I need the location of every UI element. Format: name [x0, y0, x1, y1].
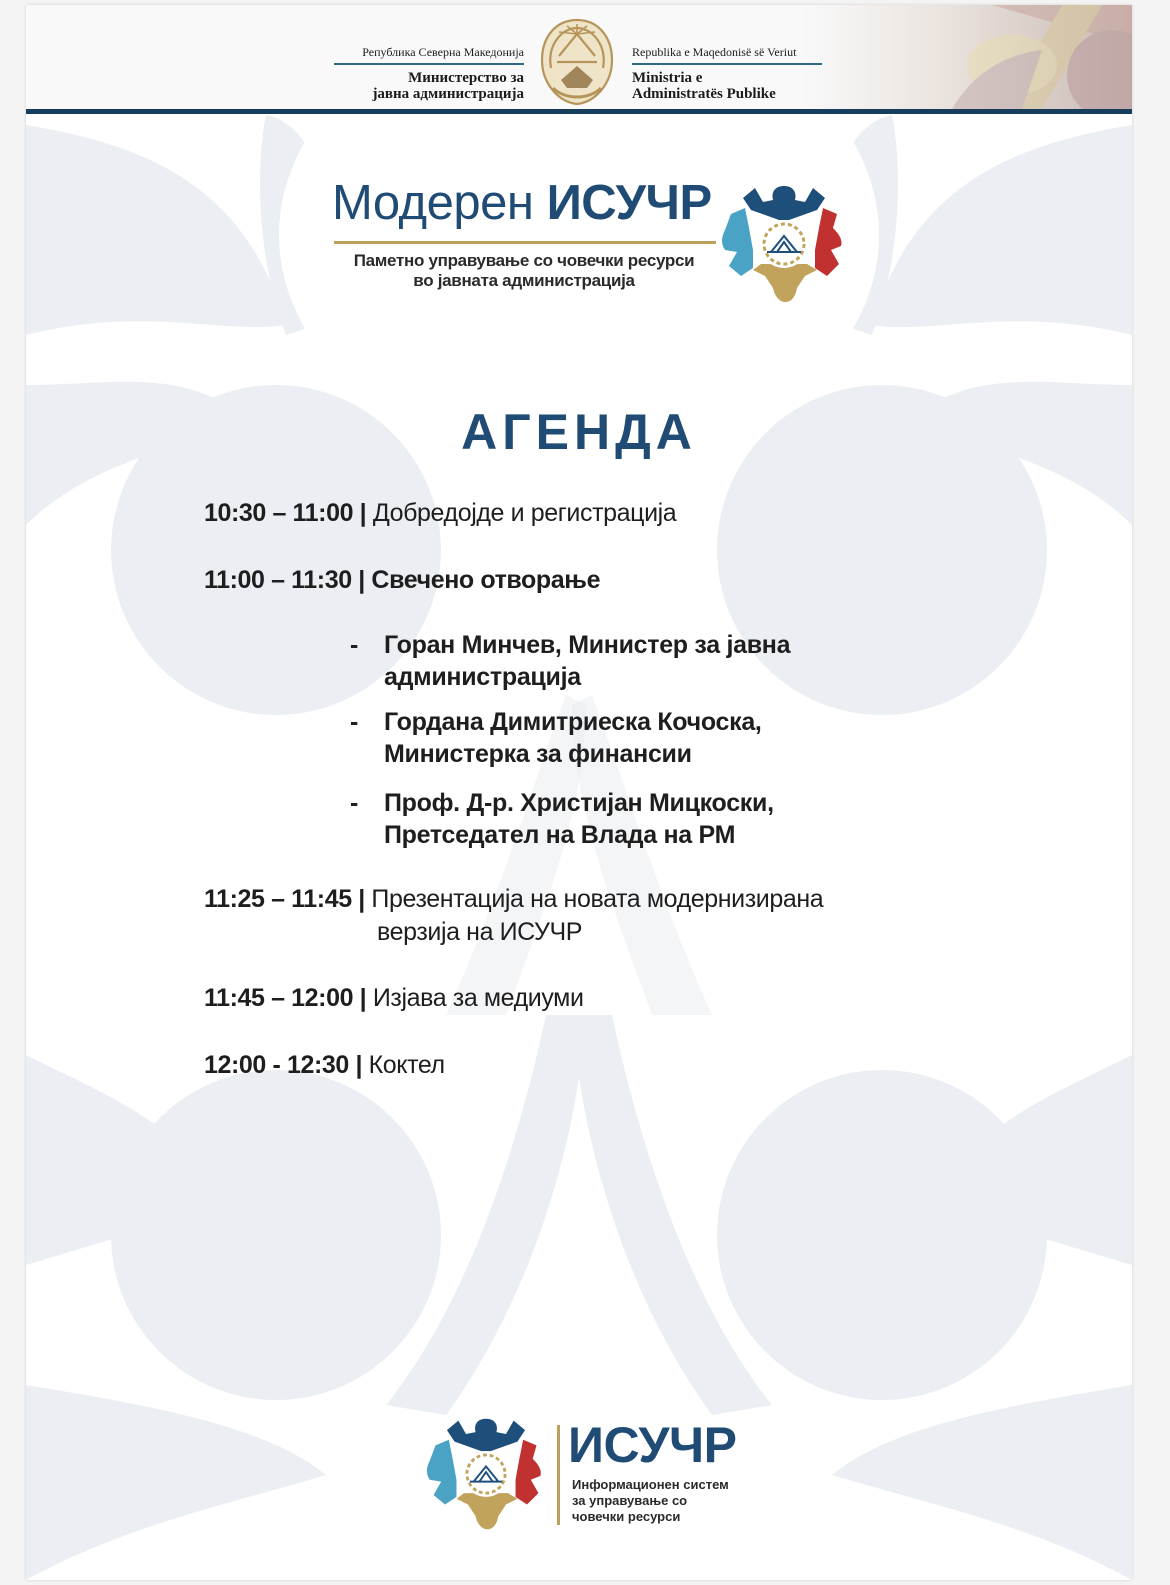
brand-title-regular: Модерен	[332, 176, 534, 230]
agenda-description: Коктел	[368, 1051, 445, 1079]
footer-divider	[557, 1425, 560, 1525]
speaker-bullet: -	[350, 708, 359, 736]
agenda-time: 12:00 - 12:30	[204, 1051, 349, 1079]
agenda-title: АГЕНДА	[461, 404, 697, 460]
speaker-line2: администрација	[384, 663, 581, 691]
footer-subtitle	[572, 1477, 762, 1525]
agenda-description: Изјава за медиуми	[372, 984, 584, 1012]
agenda-description: Добредојде и регистрација	[372, 499, 677, 527]
speaker-bullet: -	[350, 631, 359, 659]
speaker-text	[384, 706, 864, 770]
brand-title	[332, 175, 712, 231]
agenda-time: 10:30 – 11:00	[204, 499, 354, 527]
footer-subtitle-line3: човечки ресурси	[572, 1509, 681, 1524]
ministry-name-mk	[334, 70, 524, 102]
agenda-description: Презентација на новата модернизирана	[371, 885, 824, 913]
footer-title: ИСУЧР	[568, 1417, 737, 1473]
agenda-time: 11:25 – 11:45	[204, 885, 352, 913]
speaker-line1: Гордана Димитриеска Кочоска,	[384, 708, 762, 736]
coat-of-arms-icon	[537, 16, 617, 108]
speaker-line1: Горан Минчев, Министер за јавна	[384, 631, 791, 659]
speaker-line2: Министерка за финансии	[384, 740, 692, 768]
speaker-bullet: -	[350, 789, 359, 817]
agenda-item-3-continued	[377, 916, 582, 949]
ministry-mk-line1: Министерство за	[408, 70, 524, 86]
country-name-sq: Republika e Maqedonisë së Veriut	[632, 45, 822, 65]
ministry-header	[26, 5, 1132, 114]
agenda-separator: |	[358, 566, 365, 594]
speaker-text	[384, 787, 864, 851]
agenda-item-2	[204, 564, 600, 597]
footer-subtitle-line2: за управување со	[572, 1493, 688, 1508]
agenda-separator: |	[359, 984, 367, 1012]
brand-divider	[334, 241, 716, 244]
agenda-item-5	[204, 1049, 445, 1082]
agenda-separator: |	[359, 499, 367, 527]
header-left-mk	[334, 45, 524, 102]
agenda-description-line2: верзија на ИСУЧР	[377, 918, 583, 946]
brand-subtitle-line2: во јавната администрација	[413, 271, 635, 290]
agenda-time: 11:00 – 11:30	[204, 566, 352, 594]
agenda-description: Свечено отворање	[371, 566, 601, 594]
speaker-line2: Претседател на Влада на РМ	[384, 821, 736, 849]
sun-flag-decoration	[812, 5, 1132, 109]
brand-subtitle-line1: Паметно управување со човечки ресурси	[353, 251, 695, 270]
speaker-text	[384, 629, 864, 693]
speaker-line1: Проф. Д-р. Христијан Мицкоски,	[384, 789, 774, 817]
brand-subtitle	[322, 251, 726, 291]
agenda-item-4	[204, 982, 584, 1015]
agenda-separator: |	[358, 885, 365, 913]
ministry-sq-line2: Administratës Publike	[632, 86, 776, 102]
footer-subtitle-line1: Информационен систем	[572, 1477, 729, 1492]
agenda-time: 11:45 – 12:00	[204, 984, 354, 1012]
header-right-sq	[632, 45, 822, 102]
gear-logo-icon	[719, 180, 849, 308]
brand-title-bold: ИСУЧР	[546, 176, 712, 230]
agenda-sheet	[26, 5, 1132, 1580]
ministry-sq-line1: Ministria e	[632, 70, 703, 86]
ministry-mk-line2: јавна администрација	[372, 86, 524, 102]
ministry-name-sq	[632, 70, 822, 102]
agenda-item-1	[204, 497, 676, 530]
gear-logo-icon	[424, 1413, 548, 1535]
agenda-item-3	[204, 883, 823, 916]
agenda-separator: |	[355, 1051, 363, 1079]
country-name-mk: Република Северна Македонија	[334, 45, 524, 65]
